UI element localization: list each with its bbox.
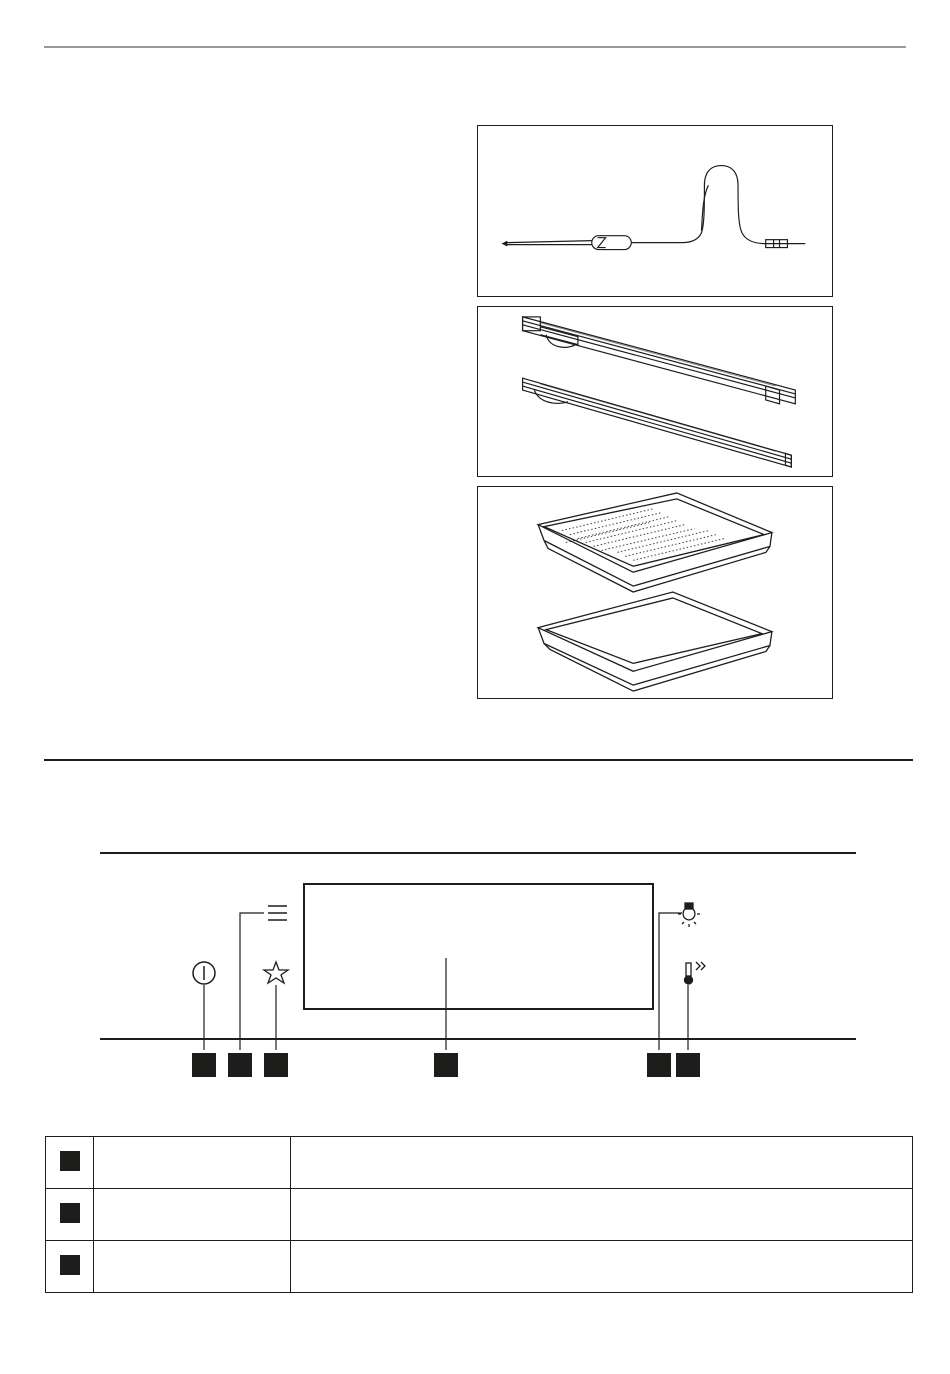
runners-drawing [478,307,832,476]
display [304,884,653,1009]
table-row [46,1189,913,1241]
legend-description-2 [291,1189,913,1241]
table-row [46,1137,913,1189]
legend-name-1 [94,1137,291,1189]
trays-drawing [478,487,832,698]
callout-3 [264,1053,288,1077]
section-rule [44,759,913,761]
legend-table [45,1136,913,1293]
callout-6 [676,1053,700,1077]
core-temperature-sensor-icon [685,962,706,984]
favourites-star-icon [264,962,288,983]
legend-number-3 [60,1255,80,1275]
menu-icon [268,906,287,920]
table-row [46,1241,913,1293]
callout-5 [647,1053,671,1077]
legend-number-1 [60,1151,80,1171]
callout-4 [434,1053,458,1077]
baking-trays-illustration [477,486,833,699]
telescopic-runners-illustration [477,306,833,477]
callout-1 [192,1053,216,1077]
legend-name-2 [94,1189,291,1241]
callout-2 [228,1053,252,1077]
sensor-probe-drawing [478,126,832,296]
core-temperature-sensor-illustration [477,125,833,297]
control-panel-diagram [0,840,950,1090]
legend-name-3 [94,1241,291,1293]
power-icon [193,962,215,984]
legend-description-1 [291,1137,913,1189]
legend-number-2 [60,1203,80,1223]
header-rule [44,46,906,48]
legend-description-3 [291,1241,913,1293]
lamp-icon [678,903,700,927]
